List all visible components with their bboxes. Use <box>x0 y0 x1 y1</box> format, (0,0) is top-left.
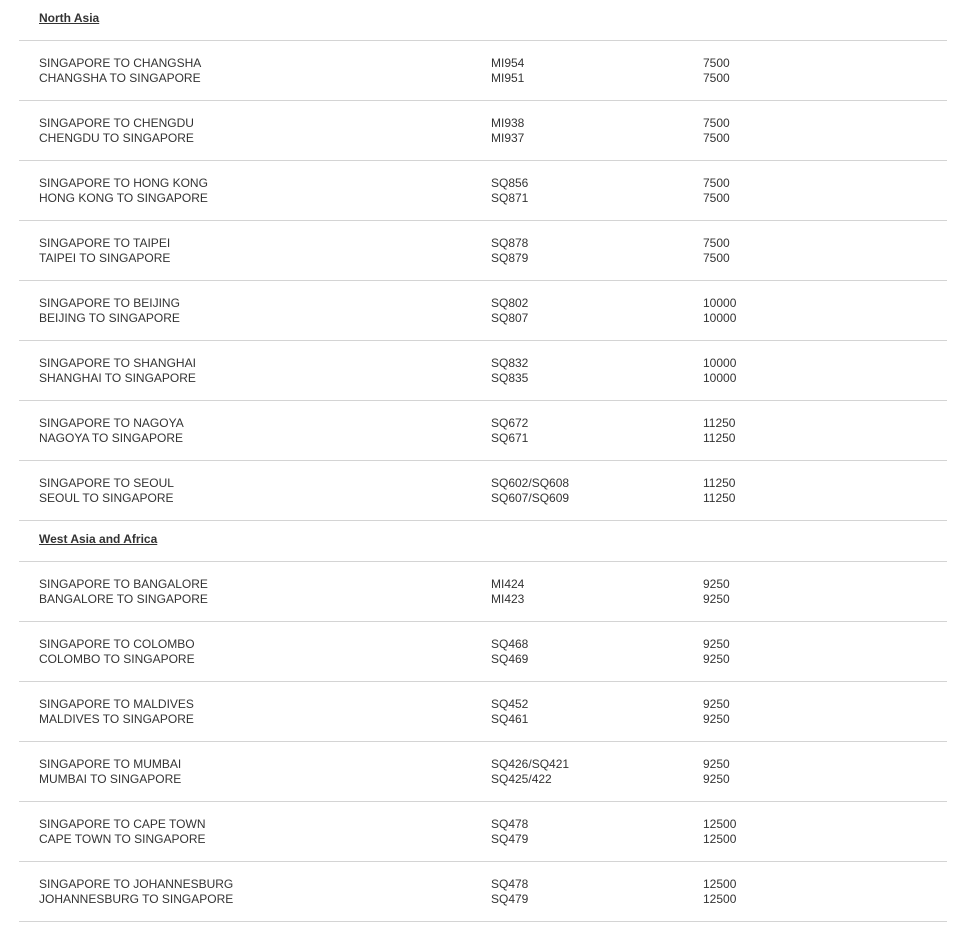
flight-cell <box>491 56 524 85</box>
flight-number: SQ602/SQ608 <box>491 476 570 490</box>
miles-cell <box>703 56 730 85</box>
section-title: North Asia <box>39 11 100 25</box>
flight-number: SQ671 <box>491 430 529 445</box>
miles-cell <box>703 236 730 265</box>
route-cell <box>39 356 196 385</box>
route-name: NAGOYA TO SINGAPORE <box>39 430 184 445</box>
flight-cell <box>491 476 569 505</box>
flight-number: SQ832 <box>491 356 529 370</box>
flight-number: SQ469 <box>491 651 529 666</box>
flight-number: SQ856 <box>491 176 529 190</box>
route-row <box>19 41 947 101</box>
flight-number: SQ479 <box>491 891 529 906</box>
flight-number: SQ607/SQ609 <box>491 490 570 505</box>
route-name: SINGAPORE TO CHANGSHA <box>39 56 202 70</box>
miles-cell <box>703 116 730 145</box>
miles-value: 9250 <box>703 771 730 786</box>
flight-number: SQ468 <box>491 637 529 651</box>
flight-number: SQ835 <box>491 370 529 385</box>
miles-value: 10000 <box>703 296 737 310</box>
flight-number: SQ478 <box>491 877 529 891</box>
route-cell <box>39 817 205 846</box>
route-cell <box>39 236 170 265</box>
route-row <box>19 622 947 682</box>
miles-value: 9250 <box>703 711 730 726</box>
route-name: COLOMBO TO SINGAPORE <box>39 651 195 666</box>
route-name: CAPE TOWN TO SINGAPORE <box>39 831 206 846</box>
route-name: SINGAPORE TO BEIJING <box>39 296 180 310</box>
route-cell <box>39 637 195 666</box>
route-cell <box>39 296 180 325</box>
miles-value: 10000 <box>703 310 737 325</box>
route-row <box>19 461 947 521</box>
route-row <box>19 101 947 161</box>
miles-cell <box>703 637 730 666</box>
route-cell <box>39 176 208 205</box>
miles-value: 7500 <box>703 250 730 265</box>
miles-value: 10000 <box>703 370 737 385</box>
route-name: SINGAPORE TO MUMBAI <box>39 757 182 771</box>
flight-cell <box>491 877 528 906</box>
flight-number: SQ878 <box>491 236 529 250</box>
flight-cell <box>491 577 524 606</box>
miles-value: 7500 <box>703 130 730 145</box>
miles-value: 9250 <box>703 637 730 651</box>
flight-number: MI424 <box>491 577 525 591</box>
route-name: SINGAPORE TO SEOUL <box>39 476 174 490</box>
miles-value: 12500 <box>703 817 737 831</box>
route-row <box>19 401 947 461</box>
route-name: SINGAPORE TO CAPE TOWN <box>39 817 206 831</box>
flight-cell <box>491 176 528 205</box>
flight-number: SQ426/SQ421 <box>491 757 570 771</box>
miles-value: 12500 <box>703 831 737 846</box>
route-row <box>19 862 947 922</box>
route-name: SINGAPORE TO MALDIVES <box>39 697 194 711</box>
route-row <box>19 281 947 341</box>
flight-cell <box>491 817 528 846</box>
flight-cell <box>491 296 528 325</box>
route-cell <box>39 56 201 85</box>
flight-number: SQ478 <box>491 817 529 831</box>
flight-number: SQ807 <box>491 310 529 325</box>
miles-value: 9250 <box>703 577 730 591</box>
flight-cell <box>491 697 528 726</box>
miles-cell <box>703 697 730 726</box>
route-name: SINGAPORE TO TAIPEI <box>39 236 171 250</box>
miles-value: 12500 <box>703 877 737 891</box>
route-cell <box>39 577 208 606</box>
flight-cell <box>491 236 528 265</box>
route-name: SINGAPORE TO COLOMBO <box>39 637 195 651</box>
route-name: SHANGHAI TO SINGAPORE <box>39 370 196 385</box>
route-name: BANGALORE TO SINGAPORE <box>39 591 208 606</box>
flight-number: MI951 <box>491 70 525 85</box>
miles-value: 10000 <box>703 356 737 370</box>
miles-cell <box>703 817 736 846</box>
route-table <box>19 0 947 922</box>
route-name: SINGAPORE TO NAGOYA <box>39 416 184 430</box>
miles-value: 11250 <box>703 430 736 445</box>
section-header <box>19 521 947 562</box>
route-cell <box>39 697 194 726</box>
route-name: SEOUL TO SINGAPORE <box>39 490 174 505</box>
route-name: SINGAPORE TO JOHANNESBURG <box>39 877 234 891</box>
flight-cell <box>491 416 528 445</box>
flight-number: MI423 <box>491 591 525 606</box>
miles-cell <box>703 476 735 505</box>
miles-cell <box>703 296 736 325</box>
miles-value: 11250 <box>703 476 736 490</box>
route-name: CHENGDU TO SINGAPORE <box>39 130 194 145</box>
route-row <box>19 562 947 622</box>
miles-cell <box>703 877 736 906</box>
route-row <box>19 221 947 281</box>
route-cell <box>39 416 184 445</box>
flight-number: SQ879 <box>491 250 529 265</box>
flight-number: SQ871 <box>491 190 529 205</box>
flight-cell <box>491 116 524 145</box>
route-name: BEIJING TO SINGAPORE <box>39 310 180 325</box>
route-cell <box>39 116 194 145</box>
flight-number: MI954 <box>491 56 525 70</box>
route-name: HONG KONG TO SINGAPORE <box>39 190 208 205</box>
route-name: SINGAPORE TO HONG KONG <box>39 176 208 190</box>
miles-value: 9250 <box>703 757 730 771</box>
miles-cell <box>703 757 730 786</box>
flight-number: SQ479 <box>491 831 529 846</box>
route-cell <box>39 757 181 786</box>
flight-cell <box>491 637 528 666</box>
route-name: TAIPEI TO SINGAPORE <box>39 250 171 265</box>
miles-value: 12500 <box>703 891 737 906</box>
miles-value: 7500 <box>703 190 730 205</box>
flight-number: SQ452 <box>491 697 529 711</box>
section-header <box>19 0 947 41</box>
section-title: West Asia and Africa <box>39 532 158 546</box>
flight-number: SQ802 <box>491 296 529 310</box>
route-cell <box>39 877 233 906</box>
miles-value: 9250 <box>703 697 730 711</box>
route-name: SINGAPORE TO SHANGHAI <box>39 356 196 370</box>
route-row <box>19 161 947 221</box>
miles-value: 7500 <box>703 70 730 85</box>
route-row <box>19 341 947 401</box>
route-name: SINGAPORE TO CHENGDU <box>39 116 194 130</box>
miles-cell <box>703 577 730 606</box>
miles-value: 9250 <box>703 591 730 606</box>
route-cell <box>39 476 174 505</box>
miles-value: 9250 <box>703 651 730 666</box>
route-row <box>19 682 947 742</box>
miles-cell <box>703 356 736 385</box>
miles-value: 7500 <box>703 176 730 190</box>
miles-cell <box>703 176 730 205</box>
miles-value: 11250 <box>703 490 736 505</box>
route-name: JOHANNESBURG TO SINGAPORE <box>39 891 234 906</box>
flight-cell <box>491 757 569 786</box>
miles-value: 11250 <box>703 416 736 430</box>
route-row <box>19 802 947 862</box>
flight-number: MI938 <box>491 116 525 130</box>
miles-cell <box>703 416 735 445</box>
flight-number: SQ425/422 <box>491 771 552 786</box>
route-name: MUMBAI TO SINGAPORE <box>39 771 182 786</box>
flight-number: SQ672 <box>491 416 529 430</box>
route-row <box>19 742 947 802</box>
route-name: CHANGSHA TO SINGAPORE <box>39 70 201 85</box>
miles-value: 7500 <box>703 116 730 130</box>
miles-value: 7500 <box>703 56 730 70</box>
route-name: MALDIVES TO SINGAPORE <box>39 711 194 726</box>
flight-cell <box>491 356 528 385</box>
flight-number: SQ461 <box>491 711 529 726</box>
miles-value: 7500 <box>703 236 730 250</box>
route-name: SINGAPORE TO BANGALORE <box>39 577 208 591</box>
flight-number: MI937 <box>491 130 525 145</box>
